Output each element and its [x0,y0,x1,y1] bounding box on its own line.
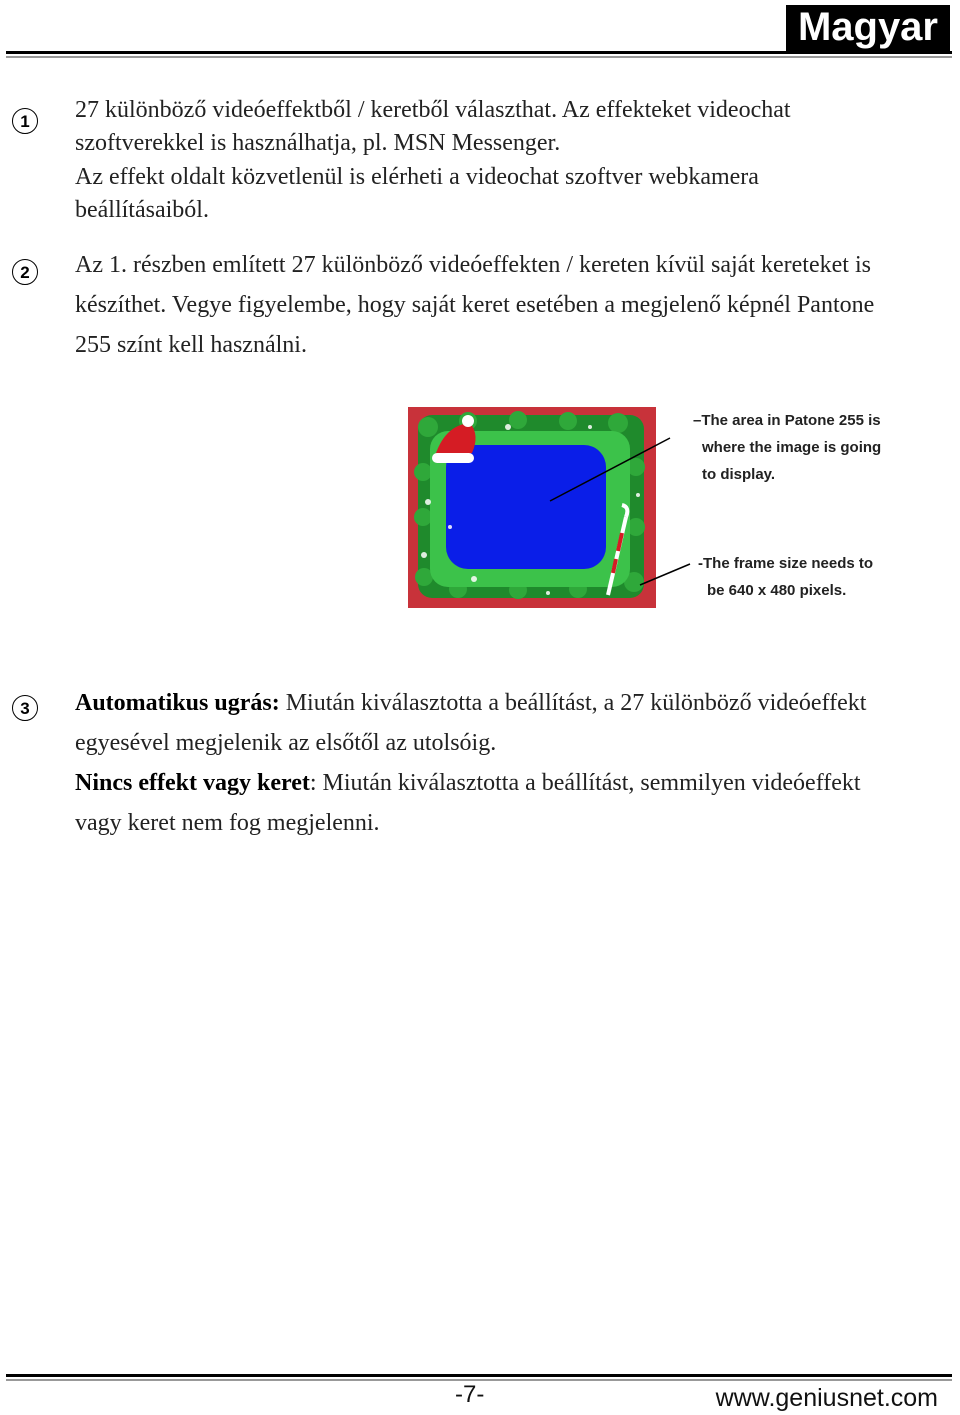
auto-jump-label: Automatikus ugrás: [75,690,280,716]
item-3-line-2: egyesével megjelenik az elsőtől az utolsóig. [75,730,497,756]
item-marker-1: 1 [12,108,38,134]
annotation-area-line-2: where the image is going [702,439,882,456]
item-1-line-3: Az effekt oldalt közvetlenül is elérheti a videochat szoftver webkamera [75,164,759,190]
item-2-line-1: Az 1. részben említett 27 különböző videóeffekten / kereten kívül saját kereteket is [75,252,871,278]
annotation-size-line-2: be 640 x 480 pixels. [707,582,847,599]
header-rule-shadow [6,56,952,58]
no-effect-text: : Miután kiválasztotta a beállítást, semmilyen videóeffekt [309,770,861,796]
item-1-line-1: 27 különböző videóeffektből / keretből választhat. Az effekteket videochat [75,97,791,123]
no-effect-label: Nincs effekt vagy keret [75,770,310,796]
item-marker-3: 3 [12,695,38,721]
footer-rule [6,1374,952,1377]
language-badge: Magyar [786,5,950,51]
item-1-line-4: beállításaiból. [75,197,209,223]
item-3-line-1 [75,690,866,717]
auto-jump-text: Miután kiválasztotta a beállítást, a 27 különböző videóeffekt [279,690,867,716]
header-rule [6,51,952,54]
page-number: -7- [455,1381,485,1408]
annotation-size-line-1: -The frame size needs to [698,555,874,572]
annotation-lines [540,420,710,590]
item-2-line-3: 255 színt kell használni. [75,332,307,358]
item-1-line-2: szoftverekkel is használhatja, pl. MSN Messenger. [75,130,561,156]
item-marker-2: 2 [12,259,38,285]
annotation-area-line-1: –The area in Patone 255 is [693,412,881,429]
annotation-area-line-3: to display. [702,466,776,483]
item-2-line-2: készíthet. Vegye figyelembe, hogy saját keret esetében a megjelenő képnél Pantone [75,292,875,318]
website-url: www.geniusnet.com [715,1384,938,1412]
item-3-line-4: vagy keret nem fog megjelenni. [75,810,380,836]
item-3-line-3 [75,770,861,797]
